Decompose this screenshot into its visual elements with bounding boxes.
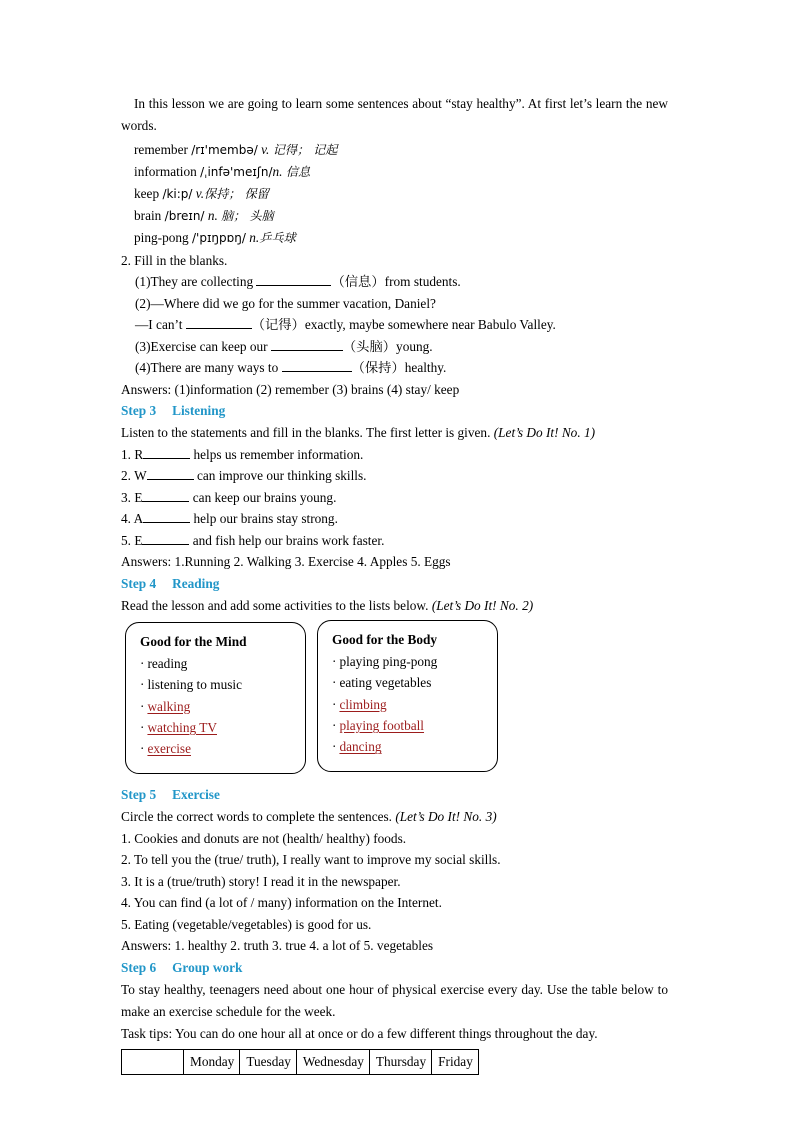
vocab-entry	[121, 183, 668, 205]
answer-blank[interactable]	[282, 359, 352, 372]
instruction-reference: (Let’s Do It! No. 3)	[395, 809, 497, 825]
activity-label: watching TV	[147, 719, 217, 735]
vocab-word: brain	[134, 207, 162, 223]
exercise-item: 1. Cookies and donuts are not (health/ healthy) foods.	[121, 830, 407, 846]
table-cell-monday[interactable]: Monday	[184, 1049, 240, 1074]
activity-item-added[interactable]	[126, 717, 305, 738]
activity-item-added[interactable]	[126, 696, 305, 717]
answer-blank[interactable]	[143, 446, 190, 459]
step-number: Step 6	[121, 959, 157, 975]
item-number: 1.	[121, 446, 131, 462]
activity-label: exercise	[147, 741, 191, 757]
step-4-heading	[121, 573, 668, 595]
table-cell-wednesday[interactable]: Wednesday	[296, 1049, 369, 1074]
vocab-word: ping-pong	[134, 229, 189, 245]
answer-blank[interactable]	[271, 338, 343, 351]
vocab-pos: n.	[249, 229, 260, 245]
step-4-instruction	[121, 595, 668, 617]
activity-label: playing football	[339, 717, 425, 733]
item-number: 4.	[121, 511, 131, 527]
step-6-paragraph: To stay healthy, teenagers need about one hour of physical exercise every day. Use the table below to make an exercise schedule for the week.	[121, 981, 668, 1019]
fill-blank-item-2b	[121, 314, 668, 336]
vocab-pos: v.	[261, 141, 270, 157]
vocab-phonetic: /ki:p/	[162, 186, 193, 201]
item-text: can keep our brains young.	[189, 489, 337, 505]
activity-label: climbing	[339, 696, 387, 712]
step-6-task-tips: Task tips: You can do one hour all at once or do a few different things throughout the day.	[121, 1026, 598, 1042]
item-text-after: （头脑）young.	[342, 338, 433, 354]
vocab-phonetic: /ˌinfə'meɪʃn/	[200, 164, 273, 179]
activity-label: listening to music	[147, 677, 242, 693]
item-text-before: They are collecting	[150, 274, 257, 290]
item-text-after: （记得）exactly, maybe somewhere near Babulo Valley.	[251, 317, 556, 333]
listening-item	[121, 444, 668, 466]
fill-blanks-answers: Answers: (1)information (2) remember (3) brains (4) stay/ keep	[121, 381, 460, 397]
activity-item	[126, 674, 305, 695]
table-row	[122, 1049, 479, 1074]
activity-item-added[interactable]	[318, 715, 497, 736]
vocab-phonetic: /rɪ'membə/	[191, 142, 258, 157]
exercise-item: 2. To tell you the (true/ truth), I really want to improve my social skills.	[121, 852, 501, 868]
step-number: Step 5	[121, 787, 157, 803]
item-text-after: （信息）from students.	[331, 274, 461, 290]
step-number: Step 4	[121, 575, 157, 591]
fill-blank-item-4	[121, 357, 668, 379]
vocab-chinese: 脑； 头脑	[221, 208, 274, 223]
step-5-heading	[121, 784, 668, 806]
item-text-after: （保持）healthy.	[351, 360, 447, 376]
good-for-mind-box	[125, 622, 306, 774]
step-5-answers: Answers: 1. healthy 2. truth 3. true 4. a lot of 5. vegetables	[121, 938, 434, 954]
item-first-letter: E	[134, 489, 143, 505]
activity-boxes	[121, 622, 668, 782]
bullet-icon: ·	[140, 698, 145, 714]
fill-blank-item-1	[121, 271, 668, 293]
step-3-instruction	[121, 422, 668, 444]
step-title: Listening	[172, 403, 226, 419]
exercise-schedule-table	[121, 1049, 479, 1075]
schedule-table-wrapper	[121, 1049, 668, 1075]
bullet-icon: ·	[332, 717, 337, 733]
instruction-reference: (Let’s Do It! No. 2)	[431, 597, 534, 613]
table-cell-tuesday[interactable]: Tuesday	[240, 1049, 297, 1074]
item-label: (4)	[135, 360, 151, 376]
item-label: (1)	[135, 274, 151, 290]
vocab-phonetic: /'pɪŋpɒŋ/	[192, 230, 246, 245]
activity-item	[126, 653, 305, 674]
box-title: Good for the Mind	[140, 634, 247, 650]
item-first-letter: A	[133, 511, 144, 527]
listening-item	[121, 465, 668, 487]
exercise-item: 4. You can find (a lot of / many) information on the Internet.	[121, 895, 442, 911]
answer-blank[interactable]	[186, 316, 252, 329]
exercise-item: 3. It is a (true/truth) story! I read it in the newspaper.	[121, 873, 401, 889]
box-title: Good for the Body	[332, 632, 438, 648]
vocab-entry	[121, 227, 668, 249]
listening-item	[121, 508, 668, 530]
bullet-icon: ·	[140, 719, 145, 735]
activity-label: eating vegetables	[339, 675, 432, 691]
vocab-word: information	[134, 163, 197, 179]
vocab-pos: v.	[195, 185, 205, 201]
vocabulary-list	[121, 139, 668, 249]
document-content	[121, 93, 668, 1075]
fill-blanks-heading: 2. Fill in the blanks.	[121, 252, 228, 268]
item-text: —Where did we go for the summer vacation, Daniel?	[150, 295, 436, 311]
step-title: Group work	[172, 959, 243, 975]
fill-blank-item-3	[121, 336, 668, 358]
instruction-text: Read the lesson and add some activities to the lists below.	[121, 597, 432, 613]
exercise-item: 5. Eating (vegetable/vegetables) is good for us.	[121, 916, 372, 932]
activity-label: walking	[147, 698, 191, 714]
activity-item-added[interactable]	[126, 738, 305, 759]
answer-blank[interactable]	[143, 510, 190, 523]
intro-paragraph: In this lesson we are going to learn some sentences about “stay healthy”. At first let’s learn the new words.	[121, 96, 668, 134]
item-text: and fish help our brains work faster.	[189, 532, 385, 548]
step-6-heading	[121, 957, 668, 979]
answer-blank[interactable]	[147, 467, 194, 480]
bullet-icon: ·	[140, 656, 145, 672]
bullet-icon: ·	[332, 654, 337, 670]
step-3-heading	[121, 400, 668, 422]
answer-blank[interactable]	[142, 532, 189, 545]
item-number: 2.	[121, 468, 131, 484]
vocab-word: remember	[134, 141, 188, 157]
item-text: help our brains stay strong.	[190, 511, 338, 527]
step-5-instruction	[121, 806, 668, 828]
vocab-chinese: 保持； 保留	[204, 186, 269, 201]
item-text: can improve our thinking skills.	[193, 468, 367, 484]
item-text-before: There are many ways to	[150, 360, 282, 376]
activity-item	[318, 672, 497, 693]
step-title: Reading	[172, 575, 220, 591]
vocab-phonetic: /breɪn/	[164, 208, 205, 223]
instruction-reference: (Let’s Do It! No. 1)	[493, 425, 596, 441]
item-text-before: Exercise can keep our	[150, 338, 271, 354]
vocab-entry	[121, 161, 668, 183]
item-text: helps us remember information.	[190, 446, 364, 462]
step-number: Step 3	[121, 403, 157, 419]
vocab-entry	[121, 205, 668, 227]
activity-label: playing ping-pong	[339, 654, 438, 670]
activity-item	[318, 651, 497, 672]
vocab-entry	[121, 139, 668, 161]
item-number: 3.	[121, 489, 131, 505]
good-for-body-box	[317, 620, 498, 772]
item-label: (2)	[135, 295, 151, 311]
answer-blank[interactable]	[256, 273, 331, 286]
activity-item-added[interactable]	[318, 694, 497, 715]
item-label: (3)	[135, 338, 151, 354]
instruction-text: Listen to the statements and fill in the blanks. The first letter is given.	[121, 425, 494, 441]
bullet-icon: ·	[332, 675, 337, 691]
vocab-chinese: 信息	[285, 164, 311, 179]
bullet-icon: ·	[140, 677, 145, 693]
step-3-answers: Answers: 1.Running 2. Walking 3. Exercise 4. Apples 5. Eggs	[121, 554, 451, 570]
vocab-pos: n.	[207, 207, 218, 223]
bullet-icon: ·	[332, 739, 337, 755]
table-cell-thursday[interactable]: Thursday	[369, 1049, 431, 1074]
listening-item	[121, 487, 668, 509]
item-first-letter: R	[134, 446, 144, 462]
activity-label: dancing	[339, 739, 382, 755]
item-number: 5.	[121, 532, 131, 548]
fill-blank-item-2	[121, 293, 668, 315]
vocab-word: keep	[134, 185, 160, 201]
vocab-chinese: 记得； 记起	[272, 142, 338, 157]
activity-label: reading	[147, 656, 188, 672]
bullet-icon: ·	[140, 741, 145, 757]
item-first-letter: W	[134, 468, 147, 484]
table-cell-blank[interactable]	[122, 1049, 184, 1074]
item-text-before: —I can’t	[135, 317, 186, 333]
listening-item	[121, 530, 668, 552]
table-cell-friday[interactable]: Friday	[432, 1049, 479, 1074]
vocab-chinese: 乒乓球	[259, 230, 296, 245]
bullet-icon: ·	[332, 696, 337, 712]
answer-blank[interactable]	[142, 489, 189, 502]
vocab-pos: n.	[272, 163, 283, 179]
instruction-text: Circle the correct words to complete the sentences.	[121, 809, 396, 825]
step-title: Exercise	[172, 787, 220, 803]
item-first-letter: E	[134, 532, 143, 548]
activity-item-added[interactable]	[318, 736, 497, 757]
